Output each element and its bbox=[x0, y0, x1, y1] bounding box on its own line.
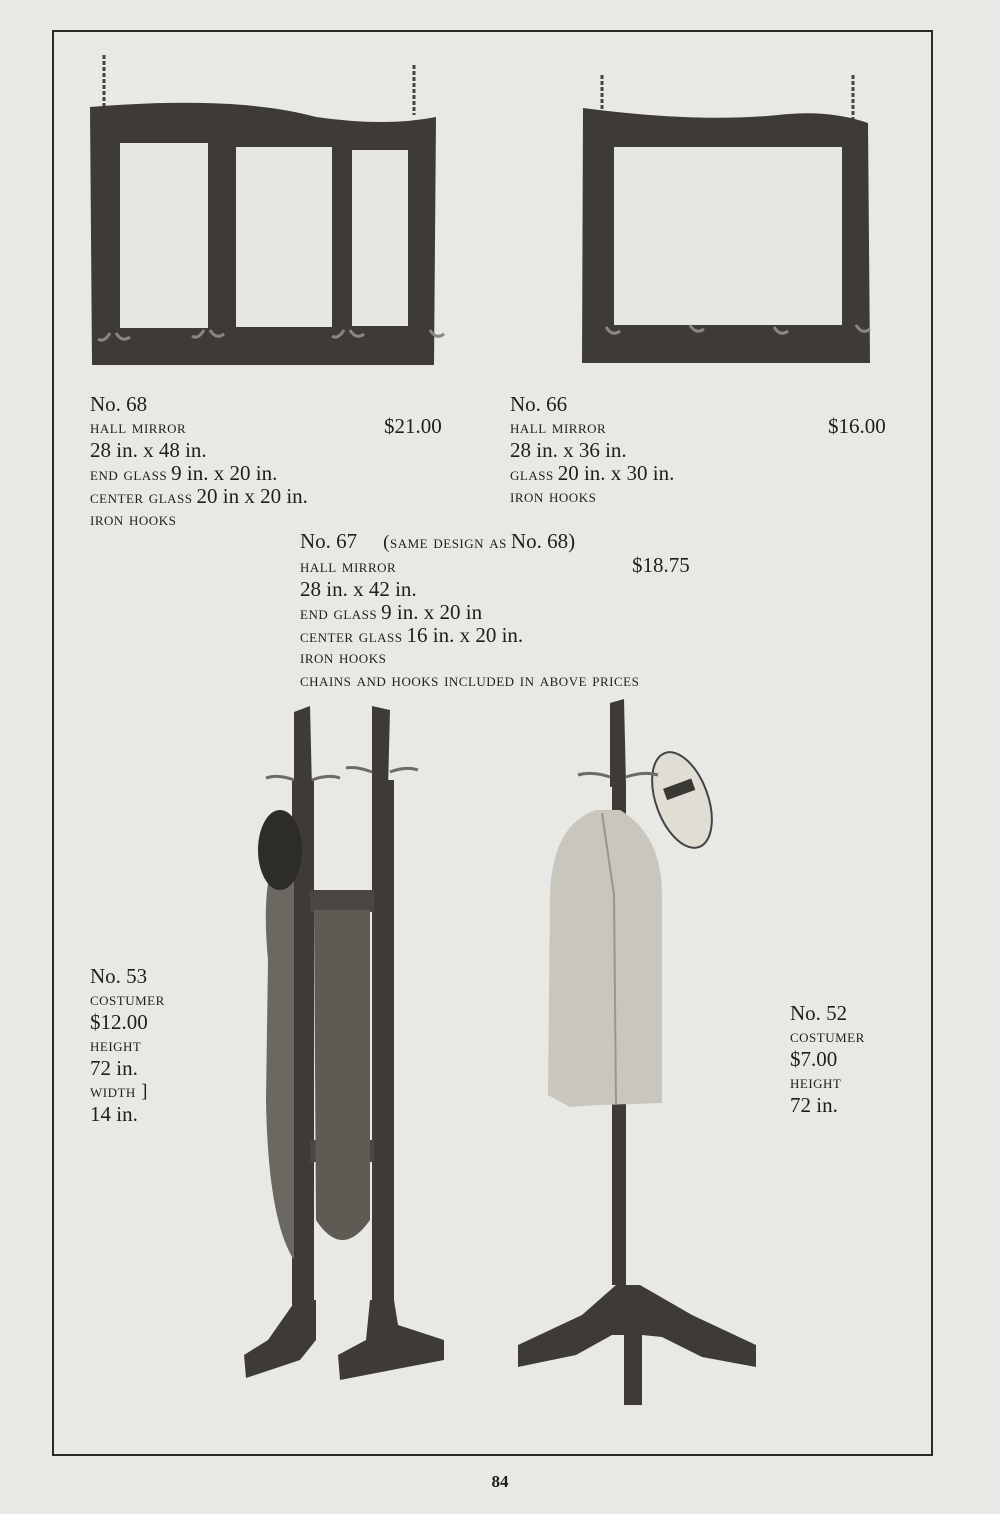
product-number: No. 68 bbox=[90, 392, 148, 416]
design-note-prefix: (same design as bbox=[383, 532, 507, 553]
height-value: 72 in. bbox=[90, 1056, 138, 1080]
product-name: costumer bbox=[90, 989, 165, 1010]
product-number: No. 66 bbox=[510, 392, 568, 416]
glass-size: 20 in. x 30 in. bbox=[557, 461, 675, 485]
end-glass-label: end glass bbox=[300, 603, 378, 624]
product-price: $16.00 bbox=[828, 414, 886, 438]
product-name: hall mirror bbox=[510, 417, 607, 438]
mirror-no68-photo bbox=[86, 55, 456, 375]
glass-label: glass bbox=[510, 464, 554, 485]
costumer-no53-photo bbox=[238, 700, 450, 1390]
end-glass-label: end glass bbox=[90, 464, 168, 485]
width-label: width ] bbox=[90, 1081, 148, 1102]
center-glass-size: 20 in x 20 in. bbox=[196, 484, 308, 508]
hooks-note: iron hooks bbox=[300, 647, 387, 668]
product-price: $18.75 bbox=[632, 553, 690, 577]
product-size: 28 in. x 42 in. bbox=[300, 577, 417, 601]
product-no53 bbox=[90, 965, 220, 1130]
product-size: 28 in. x 48 in. bbox=[90, 438, 207, 462]
costumer-no52-photo bbox=[512, 695, 760, 1415]
product-number: No. 52 bbox=[790, 1001, 848, 1025]
product-number: No. 53 bbox=[90, 964, 148, 988]
product-name: hall mirror bbox=[90, 417, 187, 438]
hooks-note: iron hooks bbox=[510, 486, 597, 507]
product-price: $7.00 bbox=[790, 1047, 838, 1071]
chains-hooks-footnote: chains and hooks included in above prices bbox=[300, 670, 640, 691]
product-no52 bbox=[790, 1002, 920, 1122]
product-size: 28 in. x 36 in. bbox=[510, 438, 627, 462]
product-no67 bbox=[300, 530, 810, 695]
product-price: $12.00 bbox=[90, 1010, 148, 1034]
product-name: costumer bbox=[790, 1026, 865, 1047]
end-glass-size: 9 in. x 20 in. bbox=[171, 461, 278, 485]
design-note-ref: No. 68) bbox=[510, 529, 576, 553]
height-label: height bbox=[790, 1072, 842, 1093]
width-value: 14 in. bbox=[90, 1102, 138, 1126]
product-no66 bbox=[510, 393, 900, 513]
mirror-no66-photo bbox=[578, 75, 903, 370]
center-glass-label: center glass bbox=[90, 487, 193, 508]
height-value: 72 in. bbox=[790, 1093, 838, 1117]
product-no68 bbox=[90, 393, 460, 533]
product-number: No. 67 bbox=[300, 529, 358, 553]
center-glass-label: center glass bbox=[300, 626, 403, 647]
product-name: hall mirror bbox=[300, 556, 397, 577]
height-label: height bbox=[90, 1035, 142, 1056]
end-glass-size: 9 in. x 20 in bbox=[381, 600, 483, 624]
hooks-note: iron hooks bbox=[90, 509, 177, 530]
center-glass-size: 16 in. x 20 in. bbox=[406, 623, 524, 647]
product-price: $21.00 bbox=[384, 414, 442, 438]
page-number: 84 bbox=[491, 1472, 509, 1491]
